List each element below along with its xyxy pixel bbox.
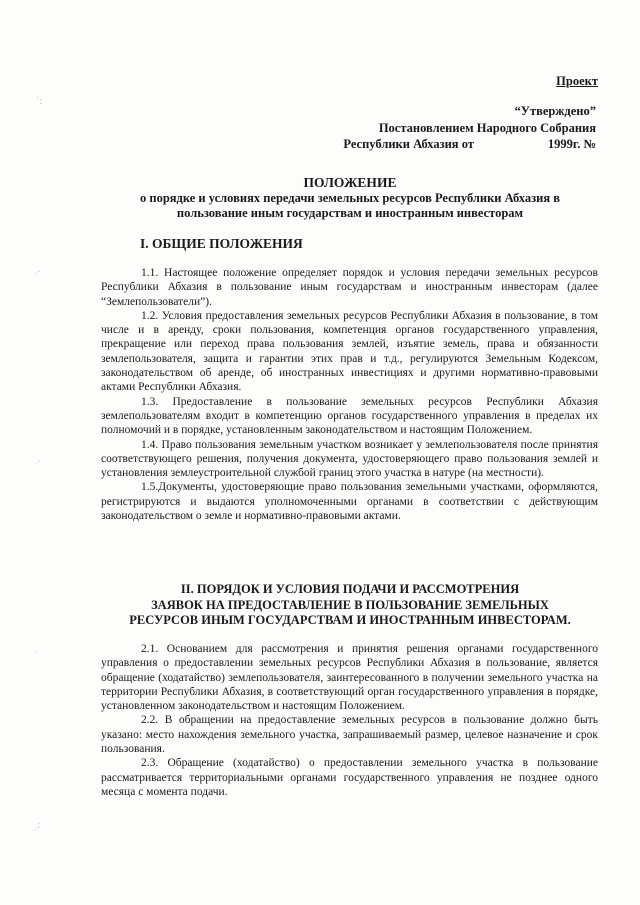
paragraph-2-1: 2.1. Основанием для рассмотрения и принятия решения органами государственного управления о предоставлении земельных ресурсов Республики Абхазия в пользование, является обращение (ходатайство) землепользователя, заинтересованного в получении земельного участка на территории Республики Абхазия, в соответствующий орган государственного управления в порядке, установленном законодательством и настоящим Положением. <box>101 643 598 713</box>
title-subtitle-line-1: о порядке и условиях передачи земельных ресурсов Республики Абхазия в <box>140 191 560 205</box>
scan-speck: ˌ. <box>34 454 40 465</box>
draft-label: Проект <box>556 74 598 88</box>
document-title <box>100 175 600 221</box>
scan-speck: ˌ: <box>34 820 41 831</box>
approval-line-1: “Утверждено” <box>514 104 596 118</box>
title-main: ПОЛОЖЕНИЕ <box>303 175 397 190</box>
section-2-body <box>101 642 598 799</box>
section-1-body <box>101 266 598 523</box>
section-1-heading: I. ОБЩИЕ ПОЛОЖЕНИЯ <box>140 236 303 251</box>
approval-line-2: Постановлением Народного Собрания <box>378 120 596 135</box>
title-subtitle-line-2: пользование иным государствам и иностранным инвесторам <box>176 206 524 220</box>
paragraph-2-2: 2.2. В обращении на предоставление земельных ресурсов в пользование должно быть указано: место нахождения земельного участка, запрашиваемый размер, целевое назначение и срок пользования. <box>101 714 598 756</box>
paragraph-1-1: 1.1. Настоящее положение определяет порядок и условия передачи земельных ресурсов Республики Абхазия в пользование иным государствам и иностранным инвесторам (далее “Землепользователи”). <box>101 267 598 308</box>
section-2-heading-line-1: II. ПОРЯДОК И УСЛОВИЯ ПОДАЧИ И РАССМОТРЕНИЯ <box>180 582 520 596</box>
paragraph-1-2: 1.2. Условия предоставления земельных ресурсов Республики Абхазия в пользование, в том числе и в аренду, сроки пользования, компетенция органов государственного управления, прекращение или переход права пользования землей, изъятие земель, права и обязанности землепользователя, защита и гарантии этих прав и т.д., регулируются Земельным Кодексом, законодательством об аренде, об иностранных инвестициях и другими нормативно-правовыми актами Республики Абхазия. <box>101 309 598 394</box>
section-2-heading <box>100 582 600 629</box>
paragraph-1-4: 1.4. Право пользования земельным участком возникает у землепользователя после принятия соответствующего решения, получения документа, удостоверяющего право пользования землей и установления землеустроительной службой границ этого участка в натуре (на местности). <box>101 438 598 480</box>
paragraph-1-5: 1.5.Документы, удостоверяющие право пользования земельными участками, оформляются, регистрируются и выдаются уполномоченными органами в соответствии с действующим законодательством о земле и нормативно-правовыми актами. <box>101 481 598 523</box>
paragraph-2-3: 2.3. Обращение (ходатайство) о предоставлении земельного участка в пользование рассматривается территориальными органами государственного управления не позднее одного месяца с момента подачи. <box>101 757 598 798</box>
paragraph-1-3: 1.3. Предоставление в пользование земельных ресурсов Республики Абхазия землепользователям входит в компетенцию органов государственного управления в пределах их полномочий и в порядке, установленным законодательством и настоящим Положением. <box>101 395 598 437</box>
section-2-heading-line-3: РЕСУРСОВ ИНЫМ ГОСУДАРСТВАМ И ИНОСТРАННЫМ ИНВЕСТОРАМ. <box>129 613 571 627</box>
approval-year-number: 1999г. № <box>547 137 596 151</box>
scan-speck: ˌ <box>34 642 38 653</box>
approval-block <box>343 103 596 153</box>
scan-speck: ˈ: <box>36 96 43 107</box>
section-2-heading-line-2: ЗАЯВОК НА ПРЕДОСТАВЛЕНИЕ В ПОЛЬЗОВАНИЕ ЗЕМЕЛЬНЫХ <box>151 597 549 612</box>
approval-date-prefix: Республики Абхазия от <box>343 137 474 151</box>
approval-line-3 <box>343 136 596 153</box>
scan-speck: ˌ. <box>34 264 40 275</box>
